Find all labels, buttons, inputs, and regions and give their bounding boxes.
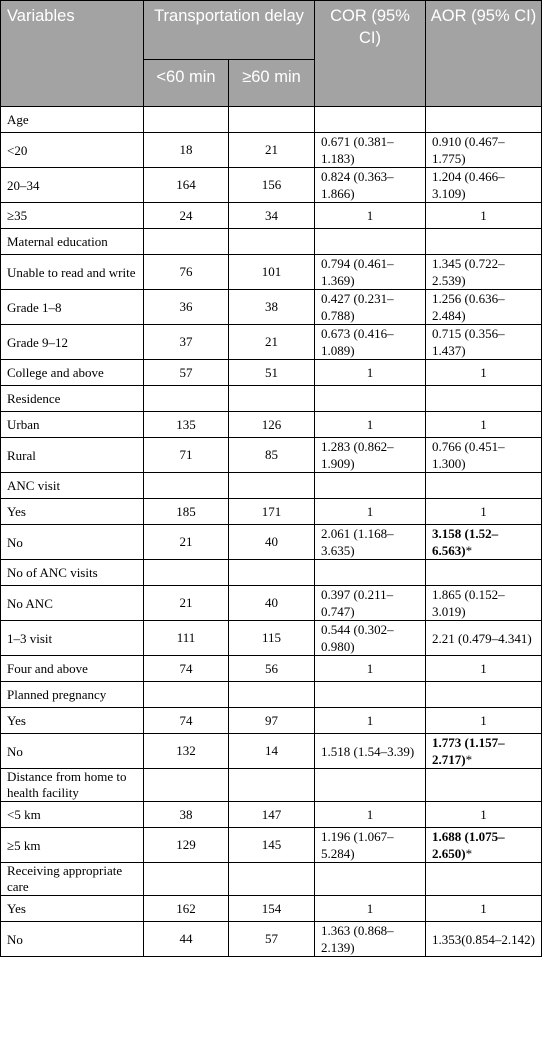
cor-cell: 0.427 (0.231–0.788) [315,290,426,325]
lt60-cell: 76 [144,255,229,290]
ge60-cell: 154 [229,896,315,922]
lt60-cell: 185 [144,499,229,525]
ge60-cell: 57 [229,922,315,957]
header-cor: COR (95% CI) [315,1,426,107]
cor-cell: 1 [315,360,426,386]
aor-cell [426,802,542,828]
row-label-cell: 1–3 visit [1,621,144,656]
aor-cell [426,168,542,203]
row-label-cell: 20–34 [1,168,144,203]
ge60-cell: 85 [229,438,315,473]
aor-cell [426,255,542,290]
section-row [1,386,542,412]
section-row [1,229,542,255]
empty-cell [315,107,426,133]
ge60-cell: 40 [229,586,315,621]
empty-cell [229,229,315,255]
row-label-cell: Unable to read and write [1,255,144,290]
row-label-cell: ≥5 km [1,828,144,863]
empty-cell [144,386,229,412]
empty-cell [144,107,229,133]
ge60-cell: 34 [229,203,315,229]
row-label-cell: Yes [1,499,144,525]
aor-cell [426,360,542,386]
row-label-cell: College and above [1,360,144,386]
table-row [1,734,542,769]
ge60-cell: 40 [229,525,315,560]
cor-cell: 1 [315,708,426,734]
cor-cell: 0.671 (0.381–1.183) [315,133,426,168]
significance-marker: * [465,846,473,861]
section-row [1,682,542,708]
section-title: Maternal education [1,229,144,255]
ge60-cell: 14 [229,734,315,769]
header-variables: Variables [1,1,144,107]
table-row [1,438,542,473]
ge60-cell: 56 [229,656,315,682]
aor-cell [426,412,542,438]
section-row [1,863,542,896]
row-label-cell: <20 [1,133,144,168]
section-title: No of ANC visits [1,560,144,586]
lt60-cell: 38 [144,802,229,828]
ge60-cell: 126 [229,412,315,438]
cor-cell: 1 [315,412,426,438]
empty-cell [229,473,315,499]
empty-cell [426,863,542,896]
lt60-cell: 44 [144,922,229,957]
row-label-cell: Grade 9–12 [1,325,144,360]
empty-cell [315,769,426,802]
empty-cell [229,107,315,133]
empty-cell [144,863,229,896]
ge60-cell: 21 [229,133,315,168]
cor-cell: 0.673 (0.416–1.089) [315,325,426,360]
ge60-cell: 101 [229,255,315,290]
lt60-cell: 132 [144,734,229,769]
aor-value: 1 [480,364,487,380]
cor-cell: 1 [315,896,426,922]
aor-value: 1 [480,416,487,432]
table-row [1,325,542,360]
empty-cell [229,560,315,586]
section-title: Planned pregnancy [1,682,144,708]
table-row [1,586,542,621]
ge60-cell: 115 [229,621,315,656]
empty-cell [144,560,229,586]
aor-value: 1.773 (1.157–2.717) [432,735,505,767]
table-row [1,525,542,560]
aor-value: 1.204 (0.466–3.109) [432,169,505,201]
lt60-cell: 129 [144,828,229,863]
section-title: Distance from home to health facility [1,769,144,802]
ge60-cell: 145 [229,828,315,863]
ge60-cell: 51 [229,360,315,386]
lt60-cell: 111 [144,621,229,656]
table-row [1,360,542,386]
aor-value: 1.353(0.854–2.142) [432,931,535,947]
row-label-cell: Yes [1,708,144,734]
aor-value: 1.865 (0.152–3.019) [432,587,505,619]
empty-cell [229,386,315,412]
aor-cell [426,290,542,325]
table-row [1,828,542,863]
ge60-cell: 38 [229,290,315,325]
lt60-cell: 164 [144,168,229,203]
section-row [1,560,542,586]
empty-cell [426,682,542,708]
aor-value: 1.688 (1.075–2.650) [432,829,505,861]
aor-cell [426,896,542,922]
cor-cell: 1 [315,656,426,682]
table-row [1,656,542,682]
lt60-cell: 162 [144,896,229,922]
cor-cell: 0.824 (0.363–1.866) [315,168,426,203]
aor-cell [426,438,542,473]
empty-cell [426,473,542,499]
row-label-cell: Four and above [1,656,144,682]
table-header [1,1,542,107]
aor-value: 3.158 (1.52–6.563) [432,526,499,558]
aor-cell [426,525,542,560]
significance-marker: * [465,752,473,767]
aor-cell [426,656,542,682]
aor-cell [426,922,542,957]
row-label-cell: No [1,525,144,560]
table-row [1,896,542,922]
section-row [1,107,542,133]
row-label-cell: No [1,734,144,769]
lt60-cell: 74 [144,656,229,682]
aor-value: 2.21 (0.479–4.341) [432,630,532,646]
empty-cell [426,229,542,255]
header-aor: AOR (95% CI) [426,1,542,107]
aor-cell [426,708,542,734]
lt60-cell: 37 [144,325,229,360]
aor-cell [426,586,542,621]
lt60-cell: 74 [144,708,229,734]
cor-cell: 1.363 (0.868–2.139) [315,922,426,957]
aor-value: 1 [480,207,487,223]
header-lt60: <60 min [144,60,229,107]
lt60-cell: 24 [144,203,229,229]
empty-cell [315,229,426,255]
empty-cell [315,473,426,499]
empty-cell [144,769,229,802]
row-label-cell: <5 km [1,802,144,828]
table-row [1,203,542,229]
aor-cell [426,499,542,525]
table-row [1,708,542,734]
section-row [1,769,542,802]
empty-cell [315,863,426,896]
cor-cell: 0.544 (0.302–0.980) [315,621,426,656]
cor-cell: 0.397 (0.211–0.747) [315,586,426,621]
table-row [1,133,542,168]
aor-value: 1 [480,900,487,916]
lt60-cell: 18 [144,133,229,168]
aor-value: 1.256 (0.636–2.484) [432,291,505,323]
aor-cell [426,734,542,769]
empty-cell [426,386,542,412]
cor-cell: 1.283 (0.862–1.909) [315,438,426,473]
aor-value: 1 [480,660,487,676]
table-row [1,922,542,957]
table-row [1,802,542,828]
aor-value: 1 [480,806,487,822]
empty-cell [229,769,315,802]
empty-cell [144,473,229,499]
row-label-cell: Urban [1,412,144,438]
aor-value: 1.345 (0.722–2.539) [432,256,505,288]
row-label-cell: No ANC [1,586,144,621]
header-ge60: ≥60 min [229,60,315,107]
lt60-cell: 21 [144,525,229,560]
aor-value: 0.910 (0.467–1.775) [432,134,505,166]
cor-cell: 1 [315,499,426,525]
empty-cell [315,682,426,708]
row-label-cell: No [1,922,144,957]
aor-value: 1 [480,503,487,519]
section-row [1,473,542,499]
row-label-cell: Yes [1,896,144,922]
aor-value: 0.715 (0.356–1.437) [432,326,505,358]
table-row [1,499,542,525]
empty-cell [315,386,426,412]
empty-cell [144,229,229,255]
lt60-cell: 21 [144,586,229,621]
empty-cell [426,107,542,133]
table-row [1,255,542,290]
aor-cell [426,133,542,168]
empty-cell [426,769,542,802]
table-row [1,290,542,325]
table-body [1,107,542,957]
lt60-cell: 36 [144,290,229,325]
empty-cell [315,560,426,586]
empty-cell [426,560,542,586]
row-label-cell: ≥35 [1,203,144,229]
aor-cell [426,828,542,863]
cor-cell: 1 [315,203,426,229]
row-label-cell: Rural [1,438,144,473]
table-row [1,412,542,438]
section-title: Age [1,107,144,133]
empty-cell [229,863,315,896]
lt60-cell: 71 [144,438,229,473]
section-title: ANC visit [1,473,144,499]
ge60-cell: 171 [229,499,315,525]
aor-cell [426,621,542,656]
ge60-cell: 147 [229,802,315,828]
aor-cell [426,203,542,229]
lt60-cell: 135 [144,412,229,438]
table-row [1,168,542,203]
significance-marker: * [465,543,473,558]
aor-value: 1 [480,712,487,728]
section-title: Receiving appropriate care [1,863,144,896]
lt60-cell: 57 [144,360,229,386]
empty-cell [229,682,315,708]
header-transportation-delay: Transportation delay [144,1,315,60]
row-label-cell: Grade 1–8 [1,290,144,325]
empty-cell [144,682,229,708]
aor-value: 0.766 (0.451–1.300) [432,439,505,471]
cor-cell: 1.518 (1.54–3.39) [315,734,426,769]
cor-cell: 2.061 (1.168–3.635) [315,525,426,560]
table-row [1,621,542,656]
aor-cell [426,325,542,360]
ge60-cell: 21 [229,325,315,360]
section-title: Residence [1,386,144,412]
cor-cell: 1.196 (1.067–5.284) [315,828,426,863]
ge60-cell: 97 [229,708,315,734]
cor-cell: 1 [315,802,426,828]
ge60-cell: 156 [229,168,315,203]
cor-cell: 0.794 (0.461–1.369) [315,255,426,290]
